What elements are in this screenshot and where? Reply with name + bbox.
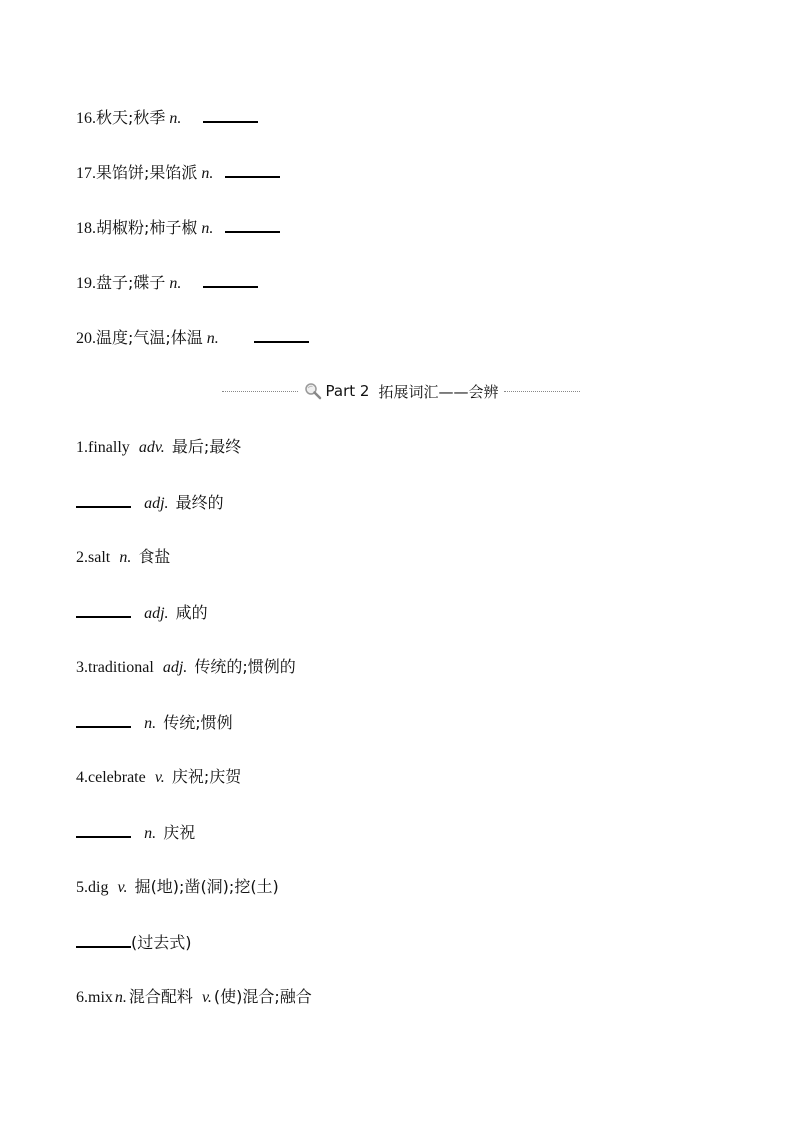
item-pos: n. [169,275,182,292]
answer-blank[interactable] [225,217,280,233]
item-chinese: 盘子;碟子 [96,273,166,292]
item-pos: n. [119,549,132,566]
magnifier-icon [304,382,322,400]
item-meaning: 庆祝;庆贺 [171,767,242,786]
item-number: 1. [76,439,88,456]
item-word: finally [88,439,130,456]
answer-blank[interactable] [203,107,258,123]
item-pos: n. [169,110,182,127]
item-pos: adj. [162,659,188,676]
item-number: 2. [76,549,88,566]
item-number: 19. [76,275,96,292]
ext-item-5 [76,877,279,898]
item-meaning: 食盐 [138,547,171,566]
item-pos: n. [206,330,219,347]
item-number: 5. [76,879,88,896]
target-meaning: 咸的 [175,603,208,622]
ext-answer-2 [76,602,208,624]
item-meaning: 传统的;惯例的 [194,657,296,676]
ext-answer-4 [76,822,195,844]
target-meaning: 传统;惯例 [163,713,233,732]
item-chinese: 秋天;秋季 [96,108,166,127]
item-number: 18. [76,220,96,237]
target-pos: n. [144,715,157,732]
target-meaning: 庆祝 [163,823,196,842]
item-meaning: 混合配料 [128,987,193,1006]
item-chinese: 胡椒粉;柿子椒 [96,218,198,237]
divider-left [222,391,298,392]
target-note: (过去式) [131,933,192,952]
ext-item-3 [76,657,296,678]
target-meaning: 最终的 [175,493,224,512]
vocab-item-18 [76,217,280,239]
item-word: traditional [88,659,154,676]
part2-title [304,381,499,402]
ext-item-2 [76,547,170,568]
item-number: 16. [76,110,96,127]
ext-answer-3 [76,712,233,734]
item-chinese: 温度;气温;体温 [96,328,203,347]
item-number: 4. [76,769,88,786]
item-meaning: 最后;最终 [171,437,242,456]
part2-heading: 拓展词汇——会辨 [378,382,499,401]
item-word: celebrate [88,769,146,786]
item-meaning-2: (使)混合;融合 [213,987,312,1006]
item-number: 20. [76,330,96,347]
item-pos: n. [201,220,214,237]
target-pos: adj. [144,605,169,622]
answer-blank[interactable] [203,272,258,288]
item-word: mix [88,989,113,1006]
item-number: 3. [76,659,88,676]
ext-answer-5 [76,932,192,953]
answer-blank[interactable] [76,932,131,948]
ext-answer-1 [76,492,224,514]
vocab-item-17 [76,162,280,184]
item-number: 6. [76,989,88,1006]
answer-blank[interactable] [76,602,131,618]
item-pos: n. [114,989,127,1006]
answer-blank[interactable] [254,327,309,343]
answer-blank[interactable] [76,492,131,508]
vocab-item-16 [76,107,258,129]
item-pos-2: v. [202,989,212,1006]
part2-header [222,379,580,403]
item-number: 17. [76,165,96,182]
divider-right [504,391,580,392]
item-pos: n. [201,165,214,182]
item-meaning: 掘(地);凿(洞);挖(土) [134,877,279,896]
vocab-item-19 [76,272,258,294]
part2-label: Part 2 [325,382,370,400]
vocab-item-20 [76,327,309,349]
item-word: salt [88,549,111,566]
ext-item-6 [76,987,312,1008]
ext-item-1 [76,437,241,458]
item-pos: adv. [138,439,165,456]
item-word: dig [88,879,109,896]
ext-item-4 [76,767,241,788]
answer-blank[interactable] [225,162,280,178]
target-pos: n. [144,825,157,842]
target-pos: adj. [144,495,169,512]
answer-blank[interactable] [76,712,131,728]
item-pos: v. [117,879,128,896]
item-pos: v. [154,769,165,786]
item-chinese: 果馅饼;果馅派 [96,163,198,182]
answer-blank[interactable] [76,822,131,838]
